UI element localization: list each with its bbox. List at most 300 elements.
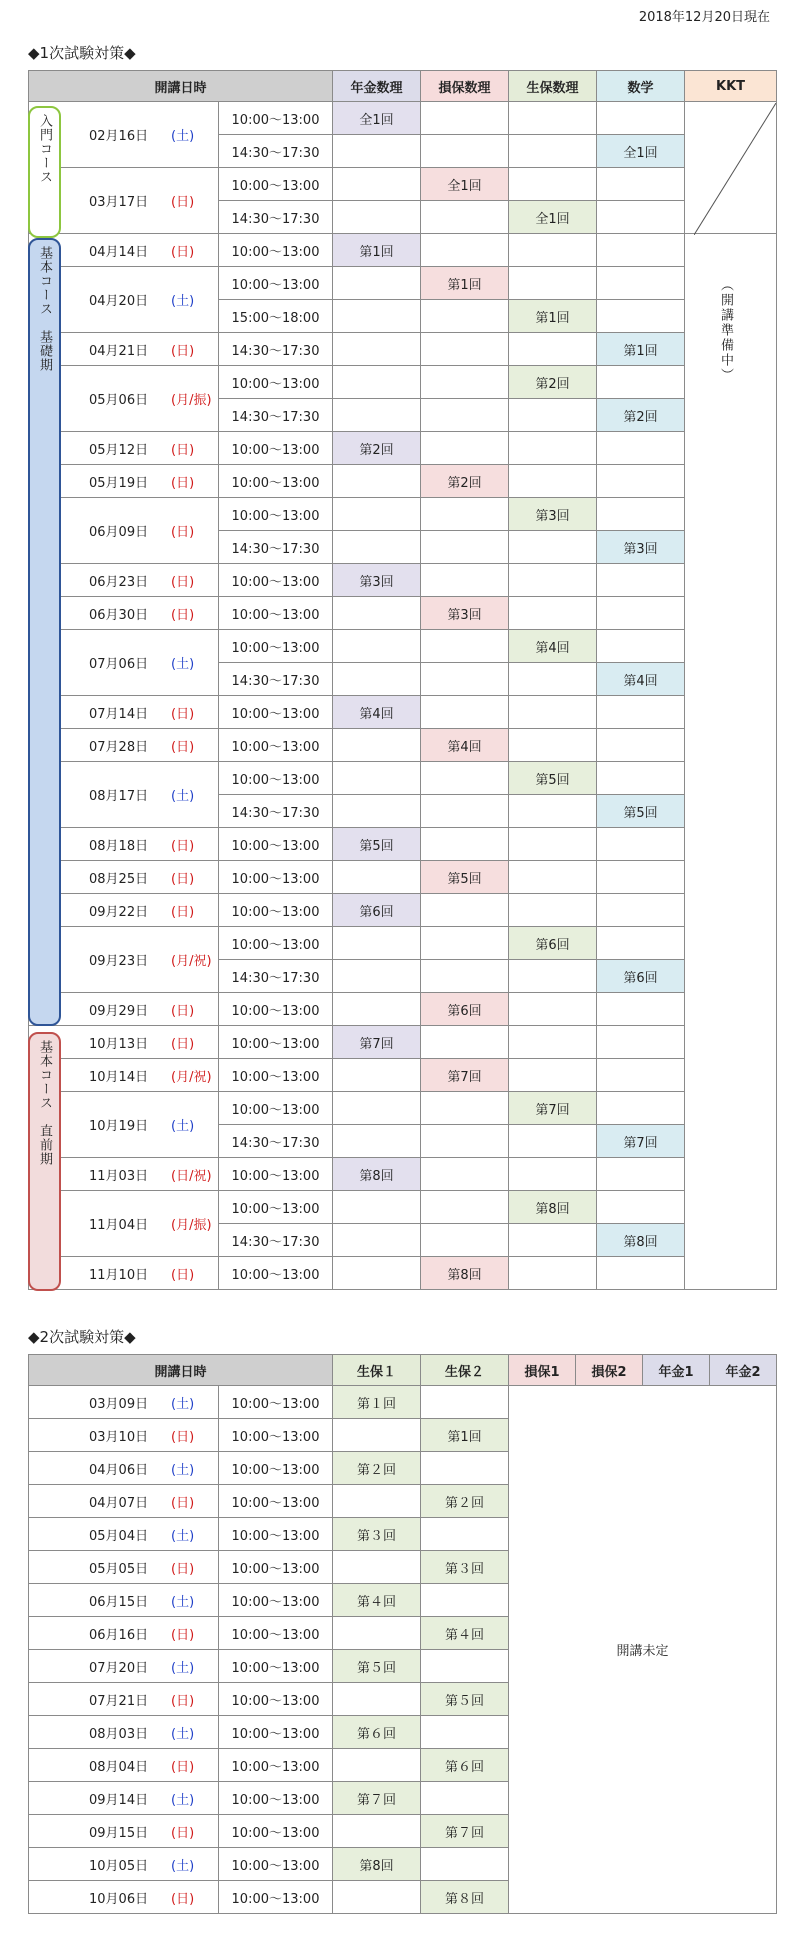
session-cell-seiho — [509, 102, 597, 135]
session-cell-nenkin — [333, 201, 421, 234]
session-cell-seiho — [509, 1059, 597, 1092]
session-cell-sugaku — [597, 498, 685, 531]
session-cell-sugaku: 全1回 — [597, 135, 685, 168]
time-cell: 10:00～13:00 — [219, 1782, 333, 1815]
date-cell — [29, 1419, 219, 1452]
table-row — [29, 1257, 777, 1290]
session-cell-seiho — [509, 894, 597, 927]
session-cell-seiho2: 第1回 — [421, 1419, 509, 1452]
table-row — [29, 1026, 777, 1059]
session-cell-nenkin — [333, 135, 421, 168]
table-row — [29, 894, 777, 927]
session-cell-seiho — [509, 333, 597, 366]
session-cell-seiho — [509, 531, 597, 564]
session-cell-seiho2: 第８回 — [421, 1881, 509, 1914]
weekday-text: (日) — [171, 1693, 195, 1709]
table-row — [29, 333, 777, 366]
table-row — [29, 366, 777, 399]
date-text: 11月03日 — [89, 1168, 149, 1184]
session-cell-nenkin — [333, 498, 421, 531]
table-row — [29, 234, 777, 267]
date-text: 05月04日 — [89, 1528, 149, 1544]
session-cell-seiho2: 第２回 — [421, 1485, 509, 1518]
header2-seiho2: 生保２ — [421, 1355, 509, 1386]
table-row — [29, 828, 777, 861]
time-cell: 10:00～13:00 — [219, 1551, 333, 1584]
session-cell-seiho: 第6回 — [509, 927, 597, 960]
date-text: 06月15日 — [89, 1594, 149, 1610]
time-cell: 10:00～13:00 — [219, 762, 333, 795]
session-cell-sugaku: 第1回 — [597, 333, 685, 366]
session-cell-seiho — [509, 564, 597, 597]
session-cell-sonpo — [421, 762, 509, 795]
session-cell-sugaku — [597, 729, 685, 762]
session-cell-sugaku — [597, 234, 685, 267]
session-cell-seiho — [509, 399, 597, 432]
weekday-text: (日) — [171, 475, 195, 491]
session-cell-seiho1 — [333, 1749, 421, 1782]
session-cell-seiho: 第2回 — [509, 366, 597, 399]
session-cell-nenkin — [333, 465, 421, 498]
time-cell: 10:00～13:00 — [219, 1485, 333, 1518]
session-cell-seiho — [509, 1158, 597, 1191]
session-cell-sugaku — [597, 465, 685, 498]
session-cell-sugaku — [597, 1158, 685, 1191]
table-row — [29, 564, 777, 597]
session-cell-sonpo — [421, 663, 509, 696]
session-cell-seiho — [509, 696, 597, 729]
session-cell-nenkin — [333, 366, 421, 399]
exam1-schedule-table — [28, 70, 777, 1290]
session-cell-nenkin — [333, 1125, 421, 1158]
time-cell: 10:00～13:00 — [219, 1158, 333, 1191]
session-cell-nenkin: 第7回 — [333, 1026, 421, 1059]
weekday-text: (土) — [171, 1726, 195, 1742]
date-text: 07月28日 — [89, 739, 149, 755]
header-sonpo: 損保数理 — [421, 71, 509, 102]
weekday-text: (日) — [171, 343, 195, 359]
time-cell: 10:00～13:00 — [219, 1617, 333, 1650]
time-cell: 10:00～13:00 — [219, 1059, 333, 1092]
weekday-text: (日) — [171, 195, 195, 210]
session-cell-sugaku — [597, 267, 685, 300]
session-cell-seiho — [509, 828, 597, 861]
date-text: 09月14日 — [89, 1792, 149, 1808]
session-cell-sugaku — [597, 861, 685, 894]
header2-date: 開講日時 — [29, 1355, 333, 1386]
date-text: 03月17日 — [89, 195, 149, 210]
date-cell — [29, 1452, 219, 1485]
session-cell-seiho: 第3回 — [509, 498, 597, 531]
date-cell — [29, 1485, 219, 1518]
session-cell-seiho: 第5回 — [509, 762, 597, 795]
table-row — [29, 102, 777, 135]
date-text: 10月05日 — [89, 1858, 149, 1874]
session-cell-sugaku — [597, 432, 685, 465]
time-cell: 10:00～13:00 — [219, 1815, 333, 1848]
time-cell: 14:30～17:30 — [219, 795, 333, 828]
course-band-chokuzen — [28, 1032, 61, 1291]
time-cell: 10:00～13:00 — [219, 1419, 333, 1452]
section1-title: ◆1次試験対策◆ — [28, 44, 136, 62]
session-cell-sonpo — [421, 795, 509, 828]
table-row — [29, 1092, 777, 1125]
header2-sonpo2: 損保2 — [576, 1355, 643, 1386]
time-cell: 10:00～13:00 — [219, 1026, 333, 1059]
session-cell-nenkin: 第3回 — [333, 564, 421, 597]
session-cell-nenkin — [333, 1092, 421, 1125]
session-cell-sonpo — [421, 300, 509, 333]
date-cell — [29, 1782, 219, 1815]
time-cell: 15:00～18:00 — [219, 300, 333, 333]
date-cell — [29, 1683, 219, 1716]
weekday-text: (日) — [171, 1561, 195, 1577]
date-text: 07月06日 — [89, 657, 149, 672]
session-cell-seiho1: 第４回 — [333, 1584, 421, 1617]
table-row — [29, 498, 777, 531]
weekday-text: (日) — [171, 1267, 195, 1283]
time-cell: 10:00～13:00 — [219, 861, 333, 894]
session-cell-seiho — [509, 1224, 597, 1257]
session-cell-sugaku — [597, 1191, 685, 1224]
time-cell: 10:00～13:00 — [219, 267, 333, 300]
time-cell: 10:00～13:00 — [219, 729, 333, 762]
date-text: 06月30日 — [89, 607, 149, 623]
session-cell-sugaku — [597, 1026, 685, 1059]
session-cell-sugaku — [597, 828, 685, 861]
date-text: 04月07日 — [89, 1495, 149, 1511]
date-text: 02月16日 — [89, 129, 149, 144]
table-row — [29, 1158, 777, 1191]
header-seiho: 生保数理 — [509, 71, 597, 102]
time-cell: 10:00～13:00 — [219, 1749, 333, 1782]
session-cell-sonpo: 第1回 — [421, 267, 509, 300]
weekday-text: (月/振) — [171, 393, 212, 408]
as-of-date: 2018年12月20日現在 — [638, 10, 770, 25]
session-cell-seiho2: 第７回 — [421, 1815, 509, 1848]
header2-seiho1: 生保１ — [333, 1355, 421, 1386]
session-cell-seiho1: 第６回 — [333, 1716, 421, 1749]
session-cell-seiho: 全1回 — [509, 201, 597, 234]
session-cell-seiho2: 第５回 — [421, 1683, 509, 1716]
session-cell-seiho — [509, 597, 597, 630]
session-cell-nenkin: 第8回 — [333, 1158, 421, 1191]
time-cell: 10:00～13:00 — [219, 828, 333, 861]
weekday-text: (日) — [171, 525, 195, 540]
date-text: 09月29日 — [89, 1003, 149, 1019]
session-cell-nenkin — [333, 333, 421, 366]
session-cell-seiho1 — [333, 1617, 421, 1650]
weekday-text: (日/祝) — [171, 1168, 212, 1184]
session-cell-seiho2 — [421, 1782, 509, 1815]
session-cell-sugaku — [597, 300, 685, 333]
session-cell-sugaku — [597, 168, 685, 201]
exam2-schedule-table — [28, 1354, 777, 1914]
session-cell-seiho: 第1回 — [509, 300, 597, 333]
session-cell-seiho2: 第６回 — [421, 1749, 509, 1782]
session-cell-sugaku: 第7回 — [597, 1125, 685, 1158]
session-cell-nenkin — [333, 1191, 421, 1224]
session-cell-seiho1 — [333, 1551, 421, 1584]
date-text: 08月18日 — [89, 838, 149, 854]
session-cell-nenkin — [333, 399, 421, 432]
session-cell-seiho1: 第２回 — [333, 1452, 421, 1485]
weekday-text: (月/振) — [171, 1218, 212, 1233]
time-cell: 10:00～13:00 — [219, 1650, 333, 1683]
time-cell: 10:00～13:00 — [219, 1716, 333, 1749]
header-date: 開講日時 — [29, 71, 333, 102]
session-cell-seiho — [509, 432, 597, 465]
time-cell: 10:00～13:00 — [219, 168, 333, 201]
session-cell-seiho — [509, 135, 597, 168]
time-cell: 10:00～13:00 — [219, 696, 333, 729]
session-cell-seiho1: 第8回 — [333, 1848, 421, 1881]
session-cell-nenkin — [333, 267, 421, 300]
time-cell: 10:00～13:00 — [219, 1518, 333, 1551]
weekday-text: (土) — [171, 789, 195, 804]
time-cell: 10:00～13:00 — [219, 993, 333, 1026]
weekday-text: (日) — [171, 904, 195, 920]
session-cell-sonpo — [421, 1158, 509, 1191]
session-cell-seiho2 — [421, 1452, 509, 1485]
time-cell: 10:00～13:00 — [219, 498, 333, 531]
time-cell: 10:00～13:00 — [219, 1683, 333, 1716]
session-cell-sonpo — [421, 630, 509, 663]
time-cell: 10:00～13:00 — [219, 102, 333, 135]
session-cell-sonpo — [421, 201, 509, 234]
weekday-text: (土) — [171, 1594, 195, 1610]
course-label-chokuzen: 基本コース 直前期 — [37, 1040, 52, 1166]
session-cell-sugaku: 第3回 — [597, 531, 685, 564]
session-cell-nenkin: 全1回 — [333, 102, 421, 135]
date-cell — [29, 1584, 219, 1617]
session-cell-seiho: 第4回 — [509, 630, 597, 663]
weekday-text: (日) — [171, 1891, 195, 1907]
date-cell — [29, 1848, 219, 1881]
session-cell-sugaku — [597, 102, 685, 135]
date-text: 11月04日 — [89, 1218, 149, 1233]
table-row — [29, 762, 777, 795]
session-cell-seiho2 — [421, 1848, 509, 1881]
session-cell-sonpo — [421, 366, 509, 399]
header2-sonpo1: 損保1 — [509, 1355, 576, 1386]
session-cell-sonpo — [421, 333, 509, 366]
time-cell: 10:00～13:00 — [219, 465, 333, 498]
time-cell: 10:00～13:00 — [219, 564, 333, 597]
weekday-text: (日) — [171, 1495, 195, 1511]
session-cell-seiho: 第7回 — [509, 1092, 597, 1125]
session-cell-seiho — [509, 993, 597, 1026]
table-row — [29, 1386, 777, 1419]
date-text: 10月14日 — [89, 1069, 149, 1085]
time-cell: 10:00～13:00 — [219, 234, 333, 267]
time-cell: 10:00～13:00 — [219, 1191, 333, 1224]
time-cell: 10:00～13:00 — [219, 1881, 333, 1914]
session-cell-nenkin — [333, 1257, 421, 1290]
date-text: 10月19日 — [89, 1119, 149, 1134]
table-row — [29, 432, 777, 465]
session-cell-sonpo: 第3回 — [421, 597, 509, 630]
time-cell: 14:30～17:30 — [219, 333, 333, 366]
session-cell-seiho — [509, 663, 597, 696]
session-cell-sonpo — [421, 564, 509, 597]
time-cell: 10:00～13:00 — [219, 597, 333, 630]
session-cell-seiho1 — [333, 1683, 421, 1716]
weekday-text: (月/祝) — [171, 954, 212, 969]
session-cell-nenkin — [333, 960, 421, 993]
time-cell: 14:30～17:30 — [219, 399, 333, 432]
date-text: 08月04日 — [89, 1759, 149, 1775]
session-cell-sugaku — [597, 1092, 685, 1125]
date-text: 03月10日 — [89, 1429, 149, 1445]
time-cell: 10:00～13:00 — [219, 432, 333, 465]
time-cell: 10:00～13:00 — [219, 630, 333, 663]
session-cell-sonpo — [421, 960, 509, 993]
date-text: 04月20日 — [89, 294, 149, 309]
session-cell-seiho1 — [333, 1815, 421, 1848]
date-text: 04月21日 — [89, 343, 149, 359]
session-cell-seiho — [509, 729, 597, 762]
weekday-text: (日) — [171, 1825, 195, 1841]
session-cell-nenkin — [333, 630, 421, 663]
session-cell-seiho2: 第４回 — [421, 1617, 509, 1650]
time-cell: 10:00～13:00 — [219, 1092, 333, 1125]
weekday-text: (日) — [171, 706, 195, 722]
session-cell-sonpo — [421, 498, 509, 531]
weekday-text: (土) — [171, 1792, 195, 1808]
session-cell-sugaku — [597, 762, 685, 795]
session-cell-sonpo — [421, 828, 509, 861]
session-cell-nenkin — [333, 993, 421, 1026]
time-cell: 14:30～17:30 — [219, 663, 333, 696]
course-band-nyumon — [28, 106, 61, 238]
date-text: 06月09日 — [89, 525, 149, 540]
table-row — [29, 1059, 777, 1092]
weekday-text: (日) — [171, 244, 195, 260]
session-cell-nenkin — [333, 531, 421, 564]
session-cell-sugaku — [597, 564, 685, 597]
time-cell: 14:30～17:30 — [219, 201, 333, 234]
time-cell: 10:00～13:00 — [219, 366, 333, 399]
table-row — [29, 993, 777, 1026]
course-label-nyumon: 入門コース — [37, 114, 52, 184]
date-text: 11月10日 — [89, 1267, 149, 1283]
session-cell-sugaku: 第5回 — [597, 795, 685, 828]
undecided-cell: 開講未定 — [509, 1386, 777, 1914]
table-row — [29, 465, 777, 498]
session-cell-seiho2 — [421, 1386, 509, 1419]
session-cell-seiho1: 第７回 — [333, 1782, 421, 1815]
session-cell-seiho — [509, 960, 597, 993]
session-cell-nenkin — [333, 1224, 421, 1257]
weekday-text: (土) — [171, 294, 195, 309]
table-row — [29, 168, 777, 201]
time-cell: 10:00～13:00 — [219, 1584, 333, 1617]
session-cell-sugaku — [597, 597, 685, 630]
course-label-kiso: 基本コース 基礎期 — [37, 246, 52, 372]
session-cell-seiho1: 第３回 — [333, 1518, 421, 1551]
session-cell-sonpo — [421, 1026, 509, 1059]
date-cell — [29, 1617, 219, 1650]
session-cell-seiho1 — [333, 1419, 421, 1452]
date-text: 09月23日 — [89, 954, 149, 969]
table-row — [29, 696, 777, 729]
session-cell-seiho — [509, 795, 597, 828]
session-cell-nenkin — [333, 663, 421, 696]
session-cell-nenkin — [333, 795, 421, 828]
weekday-text: (土) — [171, 1528, 195, 1544]
section2-title: ◆2次試験対策◆ — [28, 1328, 136, 1346]
session-cell-nenkin — [333, 300, 421, 333]
weekday-text: (日) — [171, 1627, 195, 1643]
date-text: 08月25日 — [89, 871, 149, 887]
weekday-text: (日) — [171, 838, 195, 854]
session-cell-sonpo: 第4回 — [421, 729, 509, 762]
date-text: 07月20日 — [89, 1660, 149, 1676]
header-sugaku: 数学 — [597, 71, 685, 102]
kkt-preparing-note: （開講準備中） — [718, 278, 733, 383]
session-cell-seiho — [509, 465, 597, 498]
table-row — [29, 729, 777, 762]
time-cell: 10:00～13:00 — [219, 1452, 333, 1485]
date-text: 05月05日 — [89, 1561, 149, 1577]
date-cell — [29, 1386, 219, 1419]
table-row — [29, 597, 777, 630]
session-cell-seiho2: 第３回 — [421, 1551, 509, 1584]
time-cell: 10:00～13:00 — [219, 1386, 333, 1419]
time-cell: 14:30～17:30 — [219, 1125, 333, 1158]
session-cell-sonpo — [421, 1224, 509, 1257]
session-cell-sonpo — [421, 399, 509, 432]
session-cell-sugaku: 第6回 — [597, 960, 685, 993]
table-row — [29, 1191, 777, 1224]
weekday-text: (日) — [171, 1759, 195, 1775]
time-cell: 10:00～13:00 — [219, 927, 333, 960]
session-cell-nenkin: 第4回 — [333, 696, 421, 729]
date-text: 08月03日 — [89, 1726, 149, 1742]
time-cell: 10:00～13:00 — [219, 1848, 333, 1881]
session-cell-seiho — [509, 168, 597, 201]
session-cell-sonpo: 第5回 — [421, 861, 509, 894]
session-cell-sonpo — [421, 927, 509, 960]
session-cell-seiho1: 第１回 — [333, 1386, 421, 1419]
session-cell-sonpo — [421, 894, 509, 927]
date-text: 05月19日 — [89, 475, 149, 491]
session-cell-seiho — [509, 1257, 597, 1290]
weekday-text: (土) — [171, 1462, 195, 1478]
session-cell-sonpo: 全1回 — [421, 168, 509, 201]
session-cell-sugaku — [597, 1059, 685, 1092]
header2-nenkin2: 年金2 — [710, 1355, 777, 1386]
date-text: 03月09日 — [89, 1396, 149, 1412]
session-cell-sonpo — [421, 1092, 509, 1125]
header2-nenkin1: 年金1 — [643, 1355, 710, 1386]
date-text: 10月13日 — [89, 1036, 149, 1052]
weekday-text: (日) — [171, 607, 195, 623]
session-cell-sugaku: 第2回 — [597, 399, 685, 432]
date-cell — [29, 1881, 219, 1914]
session-cell-sonpo — [421, 234, 509, 267]
session-cell-seiho — [509, 861, 597, 894]
session-cell-nenkin: 第1回 — [333, 234, 421, 267]
session-cell-seiho1 — [333, 1881, 421, 1914]
session-cell-sonpo: 第8回 — [421, 1257, 509, 1290]
weekday-text: (日) — [171, 442, 195, 458]
weekday-text: (土) — [171, 1858, 195, 1874]
time-cell: 14:30～17:30 — [219, 960, 333, 993]
session-cell-nenkin — [333, 762, 421, 795]
table-row — [29, 927, 777, 960]
